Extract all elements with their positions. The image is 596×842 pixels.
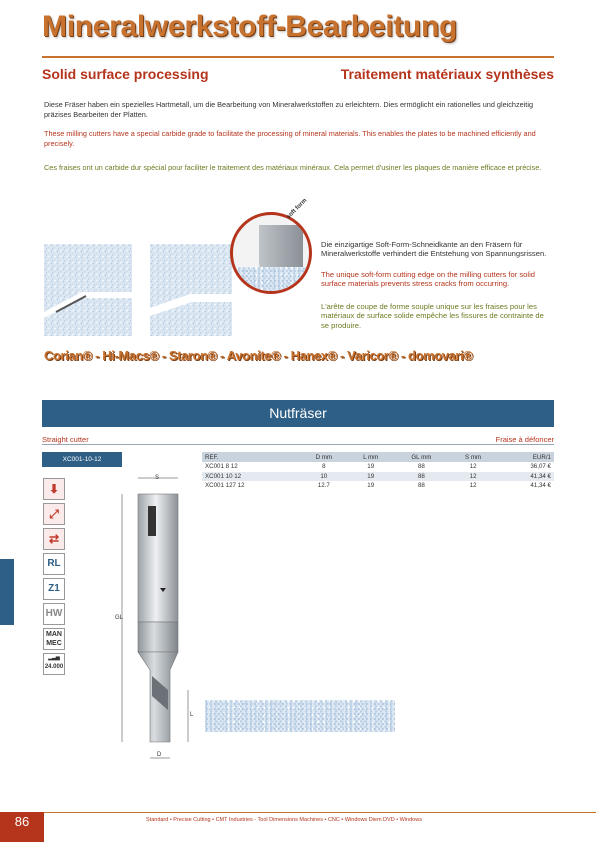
cell-gl: 88 [417,463,425,471]
cell-d: 10 [300,472,348,482]
cell-l: 19 [367,482,375,490]
cell-ref: XC001 10 12 [202,472,300,482]
manual-label: MAN [46,631,62,638]
cell-ref: XC001 127 12 [205,482,245,490]
max-rpm-icon [43,653,65,675]
col-l: L mm [348,452,394,462]
cell-price: 41,34 € [530,482,551,490]
subtitle-english: Solid surface processing [42,66,209,82]
edge-cut-icon: ⤢ [43,503,65,525]
machine-type-icon [43,628,65,650]
cutting-diameter-d: D [157,752,162,758]
footer-text: Standard • Precise Cutting • CMT Industries - Tool Dimensions Machines • CNC • Windows Diem DVD • Windows [146,817,422,823]
cell-gl: 88 [417,482,425,490]
material-grain [233,267,312,294]
cutter-blade [259,225,303,273]
col-ref: REF. [202,452,300,462]
soft-form-label: soft form [285,197,309,221]
plunge-cut-icon: ⬇ [43,478,65,500]
chapter-tab [0,559,14,625]
solid-surface-edge-illustration-right [150,244,232,336]
cutting-length-l: L [190,712,194,718]
cell-price: 36,07 € [530,463,551,471]
section-subtitle-english: Straight cutter [42,435,89,444]
intro-french: Ces fraises ont un carbide dur spécial pour faciliter le traitement des matériaux minéraux. Cela permet d'usiner les plaques de manière efficace et précise. [44,163,542,172]
cell-l: 19 [348,472,394,482]
cell-d: 12.7 [317,482,330,490]
flute-count-icon: Z1 [43,578,65,600]
cell-d: 8 [322,463,326,471]
col-s: S mm [449,452,496,462]
straight-cutter-drawing [110,470,200,770]
page-number: 86 [0,812,44,842]
cell-s: 12 [449,472,496,482]
section-title: Nutfräser [42,400,554,427]
page-title: Mineralwerkstoff-Bearbeitung [42,10,457,43]
groove-cut-icon: ⇄ [43,528,65,550]
table-header-row [202,452,554,462]
soft-form-edge-detail [230,212,312,294]
table-row [202,462,554,472]
cell-s: 12 [469,463,477,471]
section-subtitle-french: Fraise à défoncer [495,435,554,444]
section-divider [42,444,554,445]
shank-dimension-s: S [155,475,160,481]
intro-german: Diese Fräser haben ein spezielles Hartmetall, um die Bearbeitung von Mineralwerkstoffen zu erleichtern. Dies ermöglicht ein rationelles und gleichzeitig präzises Bearbeiten der Platten. [44,100,534,119]
table-row [202,481,554,491]
cell-l: 19 [367,463,375,471]
spec-table [202,452,554,491]
feature-french: L'arête de coupe de forme souple unique sur les fraises pour les matériaux de surface solide empêche les fissures de contrainte de se produire. [321,302,544,330]
solid-surface-edge-illustration-left [44,244,132,336]
intro-english: These milling cutters have a special carbide grade to facilitate the processing of mineral materials. This enables the plates to be machined efficiently and precisely. [44,129,536,148]
product-code: XC001-10-12 [42,452,122,467]
col-gl: GL mm [393,452,449,462]
mechanical-label: MEC [46,640,62,647]
subtitle-french: Traitement matériaux synthèses [340,66,554,82]
feature-english: The unique soft-form cutting edge on the milling cutters for solid surface materials prevents stress cracks from occurring. [321,270,536,289]
material-brands: Corian® - Hi-Macs® - Staron® - Avonite® - Hanex® - Varicor® - domovari® [44,348,473,363]
title-divider [42,56,554,58]
carbide-hw-icon: HW [43,603,65,625]
footer-divider [0,812,596,813]
col-price: EUR/1 [497,452,554,462]
usage-icons [43,478,67,678]
cell-price: 41,34 € [497,472,554,482]
table-row [202,472,554,482]
feature-german: Die einzigartige Soft-Form-Schneidkante an den Fräsern für Mineralwerkstoffe verhindert die Entstehung von Spannungsrissen. [321,240,547,259]
rpm-gauge-icon: ▂▃▅ [48,655,60,661]
col-d: D mm [300,452,348,462]
material-sample-swatch [205,700,395,732]
overall-length-gl: GL [115,615,124,621]
rotation-rl-icon: RL [43,553,65,575]
cell-s: 12 [469,482,477,490]
cell-ref: XC001 8 12 [205,463,238,471]
max-rpm-value: 24.000 [44,664,64,670]
cell-gl: 88 [393,472,449,482]
